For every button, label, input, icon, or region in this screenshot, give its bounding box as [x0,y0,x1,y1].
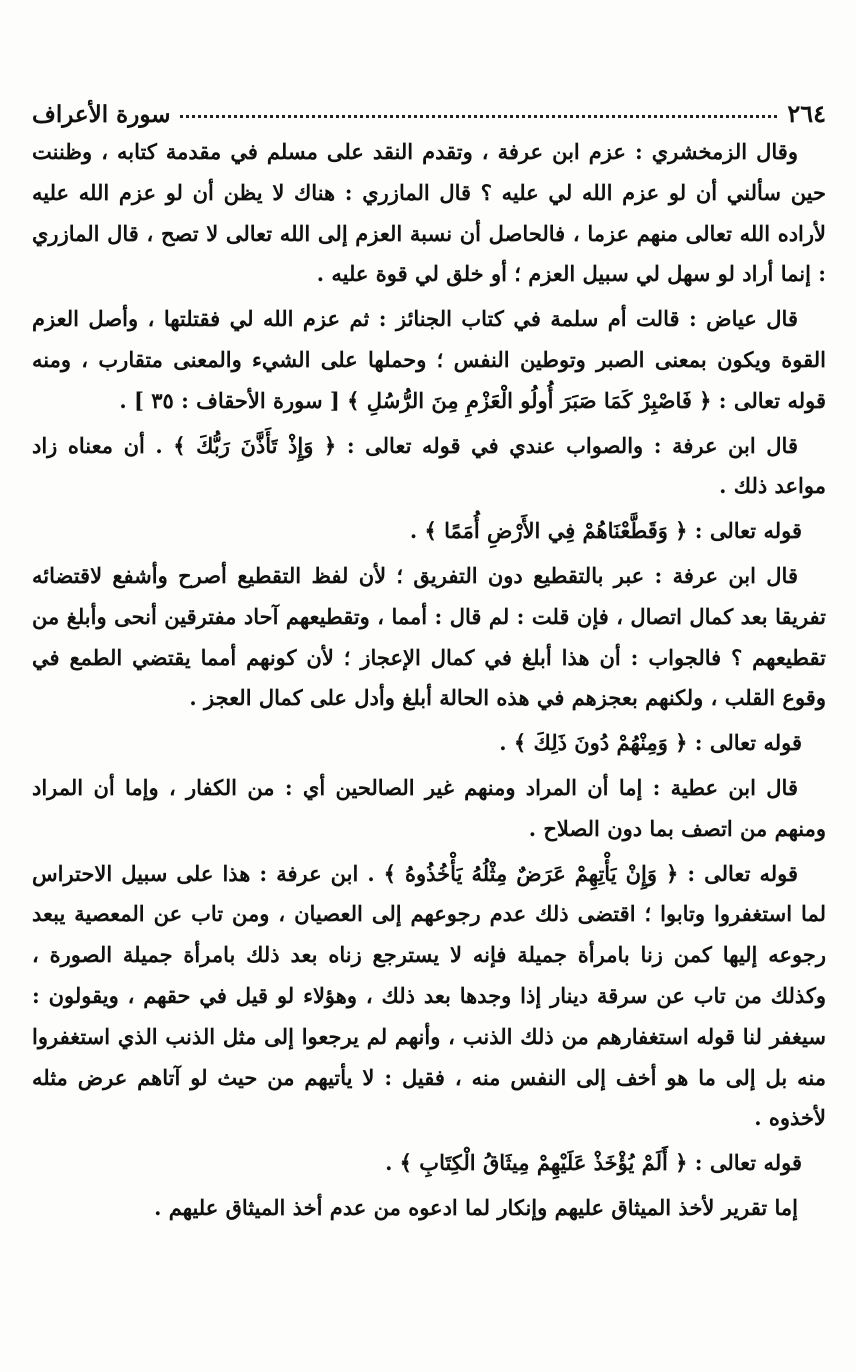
paragraph: قال ابن عرفة : عبر بالتقطيع دون التفريق ؛ لأن لفظ التقطيع أصرح وأشفع لاقتضائه تفريقا بعد كمال اتصال ، فإن قلت : لم قال : أمما ، وتقطيعهم آحاد مفترقين أنحى وأبلغ من تقطيعهم ؟ فالجواب : أن هذا أبلغ في كمال الإعجاز ؛ لأن كونهم أمما يقتضي الطمع في وقوع القلب ، ولكنهم بعجزهم في هذه الحالة أبلغ وأدل على كمال العجز . [32,562,826,711]
paragraph: إما تقرير لأخذ الميثاق عليهم وإنكار لما ادعوه من عدم أخذ الميثاق عليهم . [154,1194,798,1220]
paragraph: قال عياض : قالت أم سلمة في كتاب الجنائز : ثم عزم الله لي فقتلتها ، وأصل العزم القوة ويكون بمعنى الصبر وتوطين النفس ؛ وحملها على الشيء والمعنى متقارب ، ومنه قوله تعالى : ﴿ فَاصْبِرْ كَمَا صَبَرَ أُولُو الْعَزْمِ مِنَ الرُّسُلِ ﴾ [ سورة الأحقاف : ٣٥ ] . [32,306,826,413]
book-page [32,88,826,1362]
page-number: ٢٦٤ [787,99,826,128]
surah-title: سورة الأعراف [32,101,171,128]
paragraph: قال ابن عطية : إما أن المراد ومنهم غير الصالحين أي : من الكفار ، وإما أن المراد ومنهم من اتصف بما دون الصلاح . [32,774,826,841]
paragraph: قال ابن عرفة : والصواب عندي في قوله تعالى : ﴿ وَإِذْ تَأَذَّنَ رَبُّكَ ﴾ . أن معناه زاد مواعد ذلك . [32,432,826,499]
page-header [32,88,826,128]
verse-heading: قوله تعالى : ﴿ وَقَطَّعْنَاهُمْ فِي الأَرْضِ أُمَمًا ﴾ . [409,518,802,544]
verse-heading: قوله تعالى : ﴿ وَمِنْهُمْ دُونَ ذَلِكَ ﴾ . [499,730,802,756]
paragraph: وقال الزمخشري : عزم ابن عرفة ، وتقدم النقد على مسلم في مقدمة كتابه ، وظننت حين سألني أن لو عزم الله لي عليه ؟ قال المازري : هناك لا يظن أن لو عزم الله عليه لأراده الله تعالى منهم عزما ، فالحاصل أن نسبة العزم إلى الله تعالى لا تصح ، قال المازري : إنما أراد لو سهل لي سبيل العزم ؛ أو خلق لي قوة عليه . [32,139,826,287]
paragraph: قوله تعالى : ﴿ وَإِنْ يَأْتِهِمْ عَرَضٌ مِثْلُهُ يَأْخُذُوهُ ﴾ . ابن عرفة : هذا على سبيل الاحتراس لما استغفروا وتابوا ؛ اقتضى ذلك عدم رجوعهم إلى العصيان ، ومن تاب عن المعصية يبعد رجوعه إليها كمن زنا بامرأة جميلة فإنه لا يسترجع زناه بعد ذلك بامرأة جميلة الصورة ، وكذلك من تاب عن سرقة دينار إذا وجدها بعد ذلك ، وهؤلاء لو قيل في حقهم ، ويقولون : سيغفر لنا قوله استغفارهم من ذلك الذنب ، وأنهم لم يرجعوا إلى مثل الذنب الذي استغفروا منه بل إلى ما هو أخف إلى النفس منه ، فقيل : لا يأتيهم من حيث لو آتاهم عرض مثله لأخذوه . [32,860,826,1131]
dotted-leader [180,115,777,118]
verse-heading: قوله تعالى : ﴿ أَلَمْ يُؤْخَذْ عَلَيْهِمْ مِيثَاقُ الْكِتَابِ ﴾ . [385,1150,802,1176]
